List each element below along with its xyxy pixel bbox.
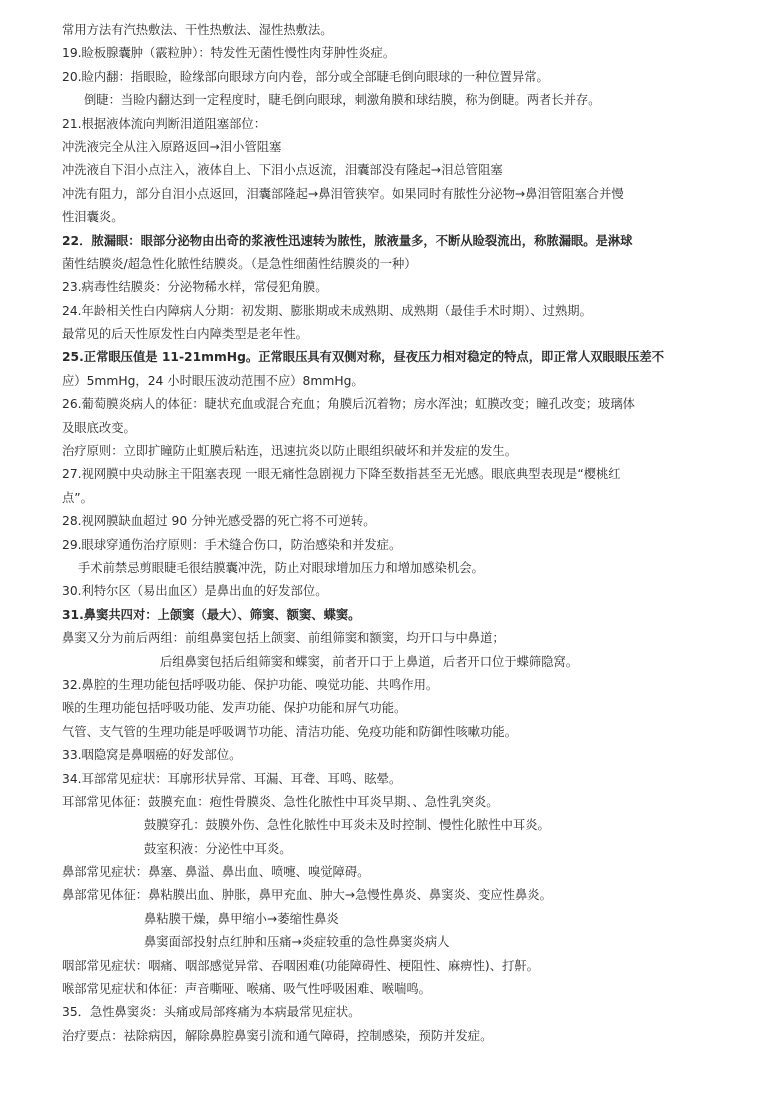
text-line: 冲洗有阻力，部分自泪小点返回，泪囊部隆起→鼻泪管狭窄。如果同时有脓性分泌物→鼻泪管阻塞合并慢 — [62, 186, 624, 201]
text-line: 33.咽隐窝是鼻咽癌的好发部位。 — [62, 748, 242, 763]
text-line: 咽部常见症状：咽痛、咽部感觉异常、吞咽困难(功能障碍性、梗阻性、麻痹性)、打鼾。 — [62, 958, 539, 973]
text-line: 喉部常见症状和体征：声音嘶哑、喉痛、吸气性呼吸困难、喉喘鸣。 — [62, 982, 431, 997]
text-line: 30.利特尔区（易出血区）是鼻出血的好发部位。 — [62, 584, 328, 599]
text-line: 31.鼻窦共四对：上颌窦（最大）、筛窦、额窦、蝶窦。 — [62, 607, 361, 622]
text-line: 冲洗液完全从注入原路返回→泪小管阻塞 — [62, 139, 282, 154]
text-line: 后组鼻窦包括后组筛窦和蝶窦，前者开口于上鼻道，后者开口位于蝶筛隐窝。 — [160, 654, 579, 669]
text-line: 26.葡萄膜炎病人的体征：睫状充血或混合充血；角膜后沉着物；房水浑浊；虹膜改变；瞳孔改变；玻璃体 — [62, 397, 635, 412]
text-line: 21.根据液体流向判断泪道阻塞部位： — [62, 116, 267, 131]
text-line: 鼓膜穿孔：鼓膜外伤、急性化脓性中耳炎未及时控制、慢性化脓性中耳炎。 — [144, 818, 550, 833]
text-line: 治疗原则：立即扩瞳防止虹膜后粘连，迅速抗炎以防止眼组织破坏和并发症的发生。 — [62, 444, 517, 459]
text-line: 28.视网膜缺血超过 90 分钟光感受器的死亡将不可逆转。 — [62, 514, 376, 529]
text-line: 点”。 — [62, 490, 93, 505]
text-line: 23.病毒性结膜炎：分泌物稀水样，常侵犯角膜。 — [62, 280, 328, 295]
text-line: 手术前禁忌剪眼睫毛很结膜囊冲洗，防止对眼球增加压力和增加感染机会。 — [78, 560, 484, 575]
text-line: 鼓室积液：分泌性中耳炎。 — [144, 841, 292, 856]
text-line: 气管、支气管的生理功能是呼吸调节功能、清洁功能、免疫功能和防御性咳嗽功能。 — [62, 724, 517, 739]
text-line: 29.眼球穿通伤治疗原则：手术缝合伤口，防治感染和并发症。 — [62, 537, 402, 552]
text-line: 27.视网膜中央动脉主干阻塞表现 一眼无痛性急剧视力下降至数指甚至无光感。眼底典型表现是“樱桃红 — [62, 467, 621, 482]
text-line: 喉的生理功能包括呼吸功能、发声功能、保护功能和屏气功能。 — [62, 701, 407, 716]
text-line: 耳部常见体征：鼓膜充血：疱性骨膜炎、急性化脓性中耳炎早期、、急性乳突炎。 — [62, 794, 499, 809]
text-line: 25.正常眼压值是 11-21mmHg。正常眼压具有双侧对称，昼夜压力相对稳定的特点，即正常人双眼眼压差不 — [62, 350, 664, 365]
text-line: 32.鼻腔的生理功能包括呼吸功能、保护功能、嗅觉功能、共鸣作用。 — [62, 677, 439, 692]
text-line: 菌性结膜炎/超急性化脓性结膜炎。（是急性细菌性结膜炎的一种） — [62, 256, 417, 271]
text-line: 及眼底改变。 — [62, 420, 136, 435]
text-line: 鼻部常见体征：鼻粘膜出血、肿胀，鼻甲充血、肿大→急慢性鼻炎、鼻窦炎、变应性鼻炎。 — [62, 888, 552, 903]
text-line: 常用方法有汽热敷法、干性热敷法、湿性热敷法。 — [62, 23, 333, 37]
text-line: 19.睑板腺囊肿（霰粒肿）：特发性无菌性慢性肉芽肿性炎症。 — [62, 46, 396, 61]
text-line: 34.耳部常见症状：耳廓形状异常、耳漏、耳聋、耳鸣、眩晕。 — [62, 771, 402, 786]
text-line: 治疗要点：祛除病因，解除鼻腔鼻窦引流和通气障碍，控制感染，预防并发症。 — [62, 1028, 493, 1043]
text-line: 冲洗液自下泪小点注入，液体自上、下泪小点返流，泪囊部没有隆起→泪总管阻塞 — [62, 163, 503, 178]
text-line: 20.睑内翻：指眼睑，睑缘部向眼球方向内卷，部分或全部睫毛倒向眼球的一种位置异常。 — [62, 69, 549, 84]
text-line: 性泪囊炎。 — [62, 210, 124, 225]
text-line: 鼻部常见症状：鼻塞、鼻溢、鼻出血、喷嚏、嗅觉障碍。 — [62, 865, 370, 880]
text-line: 倒睫：当睑内翻达到一定程度时，睫毛倒向眼球，刺激角膜和球结膜，称为倒睫。两者长并存。 — [84, 93, 601, 108]
text-line: 35．急性鼻窦炎：头痛或局部疼痛为本病最常见症状。 — [62, 1005, 361, 1020]
text-line: 鼻粘膜干燥，鼻甲缩小→萎缩性鼻炎 — [144, 911, 339, 926]
text-line: 应）5mmHg，24 小时眼压波动范围不应）8mmHg。 — [62, 373, 364, 388]
text-line: 鼻窦又分为前后两组：前组鼻窦包括上颌窦、前组筛窦和额窦，均开口与中鼻道； — [62, 631, 505, 646]
text-line: 24.年龄相关性白内障病人分期：初发期、膨胀期或未成熟期、成熟期（最佳手术时期）、过熟期。 — [62, 303, 592, 318]
text-line: 鼻窦面部投射点红肿和压痛→炎症较重的急性鼻窦炎病人 — [144, 935, 450, 950]
text-line: 最常见的后天性原发性白内障类型是老年性。 — [62, 327, 308, 342]
text-line: 22．脓漏眼：眼部分泌物由出奇的浆液性迅速转为脓性，脓液量多，不断从睑裂流出，称脓漏眼。是淋球 — [62, 233, 633, 248]
